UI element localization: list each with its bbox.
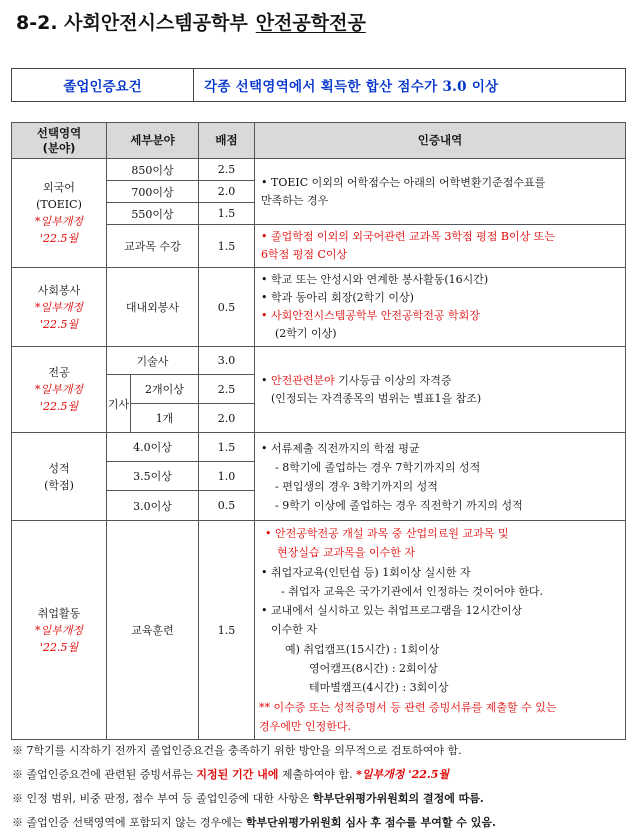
score-cell: 2.5 — [199, 375, 255, 404]
sub-cell: 1개 — [131, 404, 199, 433]
revision-date: '22.5월 — [39, 232, 79, 245]
requirement-box — [11, 68, 626, 102]
desc-line: 현장실습 교과목을 이수한 자 — [277, 546, 416, 560]
grade-desc — [255, 433, 626, 521]
sub-cell: 기술사 — [107, 347, 199, 375]
desc-line: ** 이수증 또는 성적증명서 등 관련 증빙서류를 제출할 수 있는 — [259, 700, 557, 714]
table-row — [12, 159, 626, 181]
score-cell: 1.5 — [199, 203, 255, 225]
desc-line: • 취업자교육(인턴쉽 등) 1회이상 실시한 자 — [261, 565, 471, 579]
major-name: 안전공학전공 — [255, 12, 366, 34]
revision-note: *일부개정 — [34, 215, 83, 228]
sub-cell: 850이상 — [107, 159, 199, 181]
sub-cell: 3.5이상 — [107, 462, 199, 491]
header-content: 인증내역 — [255, 123, 626, 159]
major-category — [12, 347, 107, 433]
highlight-text: 안전관련분야 — [271, 373, 335, 387]
category-sub: (TOEIC) — [36, 198, 82, 211]
page-title — [16, 8, 366, 35]
table-row — [12, 521, 626, 740]
desc-line: 이수한 자 — [271, 623, 318, 637]
desc-line: • TOEIC 이외의 어학점수는 아래의 어학변환기준점수표를 — [261, 175, 546, 189]
sub-cell: 4.0이상 — [107, 433, 199, 462]
footnote-text: ※ 졸업인증요건에 관련된 증빙서류는 — [12, 768, 197, 781]
footnote-text: ※ 인정 범위, 비중 판정, 점수 부여 등 졸업인증에 대한 사항은 — [12, 792, 313, 805]
desc-line: - 편입생의 경우 3학기까지의 성적 — [275, 479, 438, 493]
table-row — [12, 268, 626, 347]
service-desc — [255, 268, 626, 347]
desc-line: 예) 취업캠프(15시간) : 1회이상 — [285, 642, 440, 656]
job-desc — [255, 521, 626, 740]
desc-line: • 서류제출 직전까지의 학점 평균 — [261, 441, 420, 455]
desc-line: 만족하는 경우 — [261, 193, 329, 207]
desc-line: • 안전공학전공 개설 과목 중 산업의료원 교과목 및 — [265, 527, 509, 540]
score-cell: 1.0 — [199, 462, 255, 491]
sub-cell: 700이상 — [107, 181, 199, 203]
score-cell: 2.5 — [199, 159, 255, 181]
desc-line: • 교내에서 실시하고 있는 취업프로그램을 12시간이상 — [261, 604, 523, 618]
desc-line: 영어캠프(8시간) : 2회이상 — [309, 662, 438, 676]
footnote-emphasis: 지정된 기간 내에 — [196, 768, 279, 781]
score-cell: 1.5 — [199, 521, 255, 740]
category-label: 성적 — [48, 461, 70, 475]
footnote-emphasis: 학부단위평가위원회의 결정에 따름. — [312, 792, 484, 805]
score-cell: 0.5 — [199, 268, 255, 347]
revision-date: '22.5월 — [39, 317, 79, 331]
footnote-emphasis: 학부단위평가위원회 심사 후 점수를 부여할 수 있음. — [245, 816, 496, 829]
sub-cell: 대내외봉사 — [107, 268, 199, 347]
job-category — [12, 521, 107, 740]
footnote-text: ※ 졸업인증 선택영역에 포함되지 않는 경우에는 — [12, 816, 246, 829]
desc-line: (2학기 이상) — [275, 327, 337, 340]
requirement-value: 각종 선택영역에서 획득한 합산 점수가 3.0 이상 — [204, 79, 499, 95]
desc-line: (인정되는 자격종목의 범위는 별표1을 참조) — [271, 391, 482, 405]
sub-cell: 2개이상 — [131, 375, 199, 404]
category-label: 취업활동 — [37, 606, 81, 620]
category-sub: (학점) — [44, 478, 74, 492]
revision-note: *일부개정 — [34, 383, 83, 396]
sub-cell: 교육훈련 — [107, 521, 199, 740]
requirement-label: 졸업인증요건 — [12, 69, 194, 101]
desc-text: 기사등급 이상의 자격증 — [334, 373, 452, 387]
score-cell: 1.5 — [199, 225, 255, 268]
header-score: 배점 — [199, 123, 255, 159]
gisa-cell: 기사 — [107, 375, 131, 433]
desc-line: 6학점 평점 C이상 — [261, 248, 348, 261]
revision-date: '22.5월 — [39, 640, 79, 654]
score-cell: 3.0 — [199, 347, 255, 375]
desc-line: - 9학기 이상에 졸업하는 경우 직전학기 까지의 성적 — [275, 498, 523, 512]
sub-cell: 3.0이상 — [107, 491, 199, 521]
revision-note: *일부개정 — [34, 300, 83, 314]
desc-line: • 학과 동아리 회장(2학기 이상) — [261, 291, 414, 304]
header-sub: 세부분야 — [107, 123, 199, 159]
table-row — [12, 433, 626, 462]
grade-category — [12, 433, 107, 521]
footnote-2 — [12, 766, 449, 782]
desc-line: 경우에만 인정한다. — [259, 719, 352, 733]
category-label: 전공 — [48, 366, 70, 379]
score-cell: 2.0 — [199, 181, 255, 203]
sub-cell: 550이상 — [107, 203, 199, 225]
footnote-3 — [12, 790, 484, 806]
score-cell: 2.0 — [199, 404, 255, 433]
table-row — [12, 347, 626, 375]
table-header — [12, 123, 626, 159]
major-desc — [255, 347, 626, 433]
category-label: 사회봉사 — [37, 283, 81, 297]
certification-table — [11, 122, 626, 740]
desc-line: - 8학기에 졸업하는 경우 7학기까지의 성적 — [275, 460, 481, 474]
footnote-1: ※ 7학기를 시작하기 전까지 졸업인증요건을 충족하기 위한 방안을 의무적으로 검토하여야 함. — [12, 744, 462, 757]
desc-line: - 취업자 교육은 국가기관에서 인정하는 것이어야 한다. — [281, 584, 543, 598]
header-area: 선택영역 (분야) — [12, 123, 107, 159]
revision-date: '22.5월 — [39, 400, 79, 413]
desc-line: • 안전관련분야 기사등급 이상의 자격증 — [261, 373, 452, 387]
footnote-4 — [12, 814, 496, 830]
sub-cell: 교과목 수강 — [107, 225, 199, 268]
desc-line: • 사회안전시스템공학부 안전공학전공 학회장 — [261, 309, 480, 322]
score-cell: 0.5 — [199, 491, 255, 521]
desc-line: • 학교 또는 안성시와 연계한 봉사활동(16시간) — [261, 273, 489, 286]
revision-note: *일부개정 — [34, 623, 83, 637]
footnote-text: 제출하여야 함. — [278, 768, 357, 781]
category-label: 외국어 — [43, 181, 75, 194]
service-category — [12, 268, 107, 347]
foreign-category — [12, 159, 107, 268]
footnote-revision: *일부개정 '22.5월 — [356, 768, 450, 781]
desc-line: • 졸업학점 이외의 외국어관련 교과목 3학점 평점 B이상 또는 — [261, 230, 555, 243]
score-cell: 1.5 — [199, 433, 255, 462]
desc-line: 테마별캠프(4시간) : 3회이상 — [309, 681, 449, 695]
foreign-course-desc — [255, 225, 626, 268]
section-number: 8-2. 사회안전시스템공학부 — [16, 12, 248, 34]
foreign-desc — [255, 159, 626, 225]
